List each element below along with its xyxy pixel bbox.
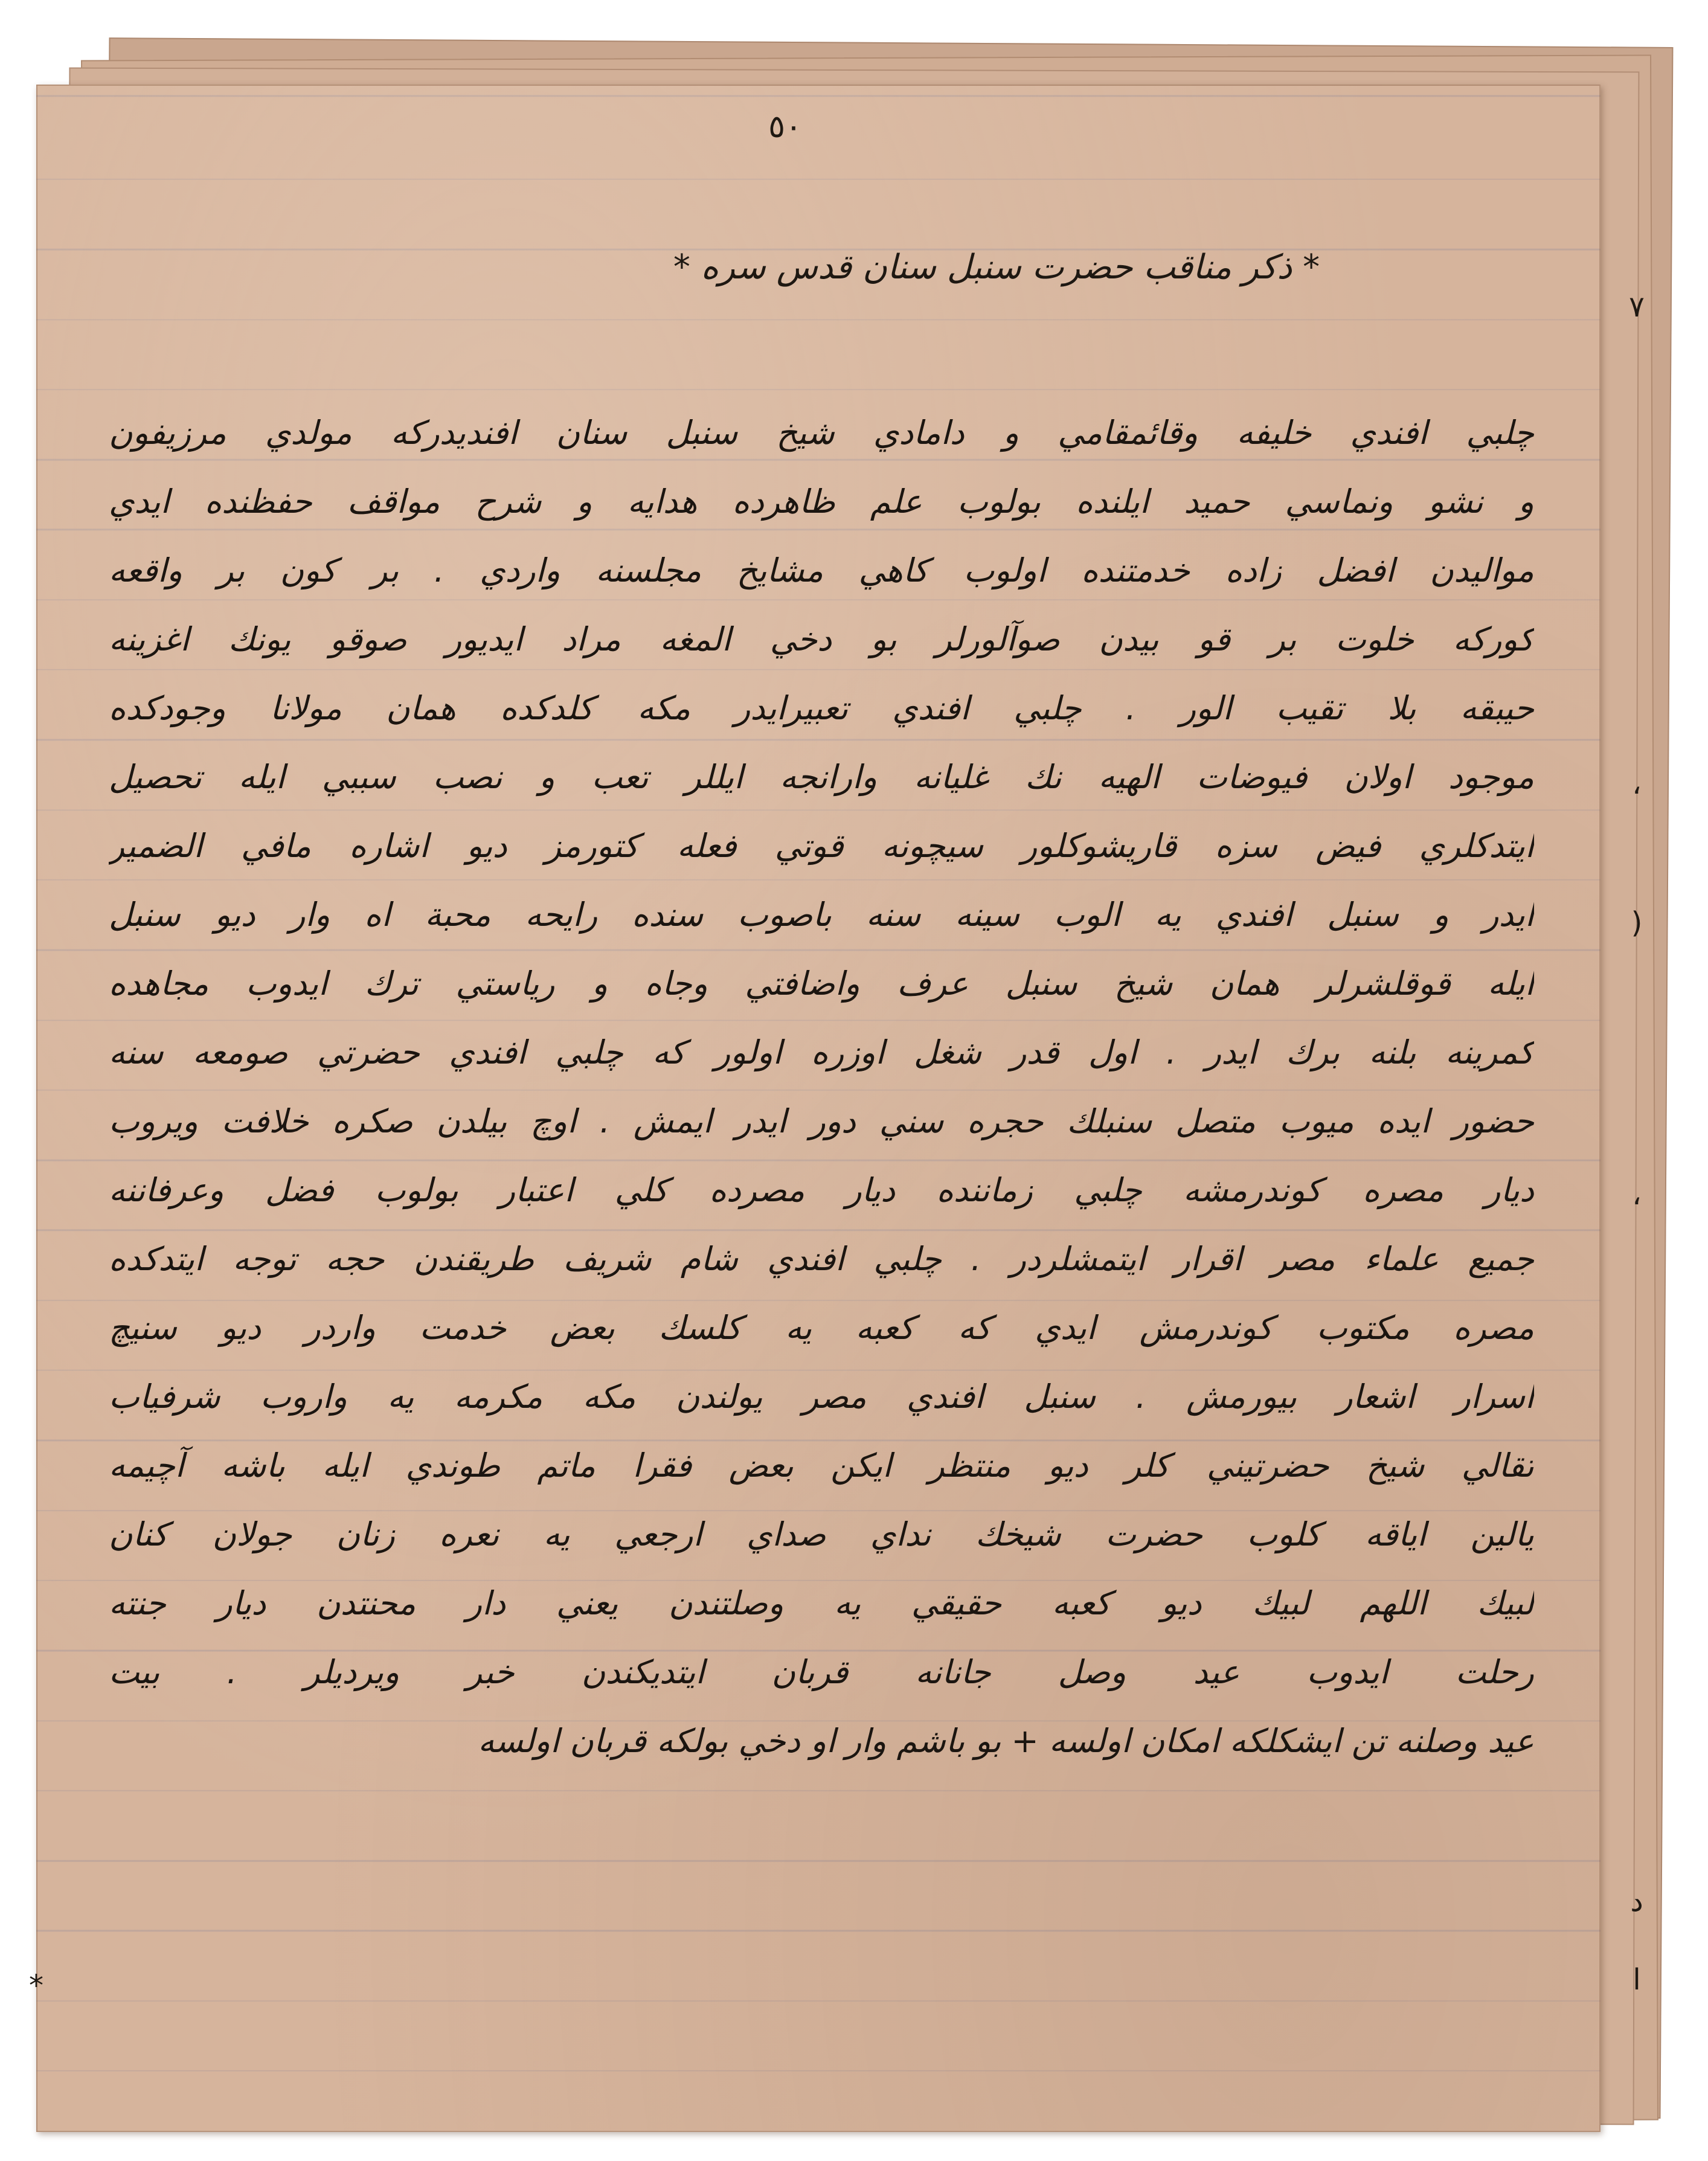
text-line: يالين اياقه كلوب حضرت شيخك نداي صداي ارجعي يه نعره زنان جولان كنان bbox=[109, 1515, 1534, 1553]
text-line: موجود اولان فيوضات الهيه نك غليانه وارانجه ايللر تعب و نصب سببي ايله تحصيل bbox=[109, 758, 1534, 796]
text-line: چلبي افندي خليفه وقائمقامي و دامادي شيخ سنبل سنان افنديدركه مولدي مرزيفون bbox=[109, 414, 1534, 452]
margin-mark: ، bbox=[1632, 767, 1642, 801]
page-number: ٥٠ bbox=[768, 109, 802, 145]
text-line: رحلت ايدوب عيد وصل جانانه قربان ايتديكندن خبر ويرديلر . بيت bbox=[109, 1653, 1534, 1691]
text-line: كوركه خلوت بر قو بيدن صوآلورلر بو دخي المغه مراد ايديور صوقو يونك اغزينه bbox=[109, 620, 1534, 658]
text-line: حضور ايده ميوب متصل سنبلك حجره سني دور ايدر ايمش . اوچ بيلدن صكره خلافت ويروب bbox=[109, 1102, 1534, 1140]
text-line: ايتدكلري فيض سزه قاريشوكلور سيچونه قوتي فعله كتورمز ديو اشاره مافي الضمير bbox=[109, 827, 1534, 865]
text-line: و نشو ونماسي حميد ايلنده بولوب علم ظاهرده هدايه و شرح مواقف حفظنده ايدي bbox=[109, 483, 1534, 521]
text-line: مواليدن افضل زاده خدمتنده اولوب كاهي مشايخ مجلسنه واردي . بر كون بر واقعه bbox=[109, 551, 1534, 589]
text-line: مصره مكتوب كوندرمش ايدي كه كعبه يه كلسك بعض خدمت واردر ديو سنيچ bbox=[109, 1309, 1534, 1347]
text-line: جميع علماء مصر اقرار ايتمشلردر . چلبي افندي شام شريف طريقندن حجه توجه ايتدكده bbox=[109, 1240, 1534, 1278]
margin-mark: د bbox=[1630, 1884, 1643, 1918]
text-line: ديار مصره كوندرمشه چلبي زماننده ديار مصرده كلي اعتبار بولوب فضل وعرفاننه bbox=[109, 1171, 1534, 1209]
margin-mark: ، bbox=[1632, 1178, 1642, 1212]
text-line: اسرار اشعار بيورمش . سنبل افندي مصر يولندن مكه مكرمه يه واروب شرفياب bbox=[109, 1378, 1534, 1416]
margin-mark: ٧ bbox=[1629, 290, 1645, 324]
text-line: ايدر و سنبل افندي يه الوب سينه سنه باصوب سنده رايحه محبة اه وار ديو سنبل bbox=[109, 896, 1534, 934]
text-line: لبيك اللهم لبيك ديو كعبه حقيقي يه وصلتندن يعني دار محنتدن ديار جنته bbox=[109, 1584, 1534, 1622]
text-line: حيبقه بلا تقيب الور . چلبي افندي تعبيرايدر مكه كلدكده همان مولانا وجودكده bbox=[109, 689, 1534, 727]
margin-mark: ) bbox=[1631, 906, 1643, 940]
text-line: ايله قوقلشرلر همان شيخ سنبل عرف واضافتي وجاه و رياستي ترك ايدوب مجاهده bbox=[109, 965, 1534, 1003]
body-text bbox=[109, 399, 1534, 2029]
text-line: عيد وصلنه تن ايشكلكه امكان اولسه + بو باشم وار او دخي بولكه قربان اولسه bbox=[478, 1722, 1534, 1760]
margin-mark: * bbox=[29, 1969, 43, 2003]
page-title: * ذكر مناقب حضرت سنبل سنان قدس سره * bbox=[673, 248, 1320, 287]
text-line: كمرينه بلنه برك ايدر . اول قدر شغل اوزره اولور كه چلبي افندي حضرتي صومعه سنه bbox=[109, 1033, 1534, 1071]
margin-mark: ا bbox=[1633, 1963, 1641, 1997]
text-line: تقالي شيخ حضرتيني كلر ديو منتظر ايكن بعض فقرا ماتم طوندي ايله باشه آچيمه bbox=[109, 1447, 1534, 1485]
